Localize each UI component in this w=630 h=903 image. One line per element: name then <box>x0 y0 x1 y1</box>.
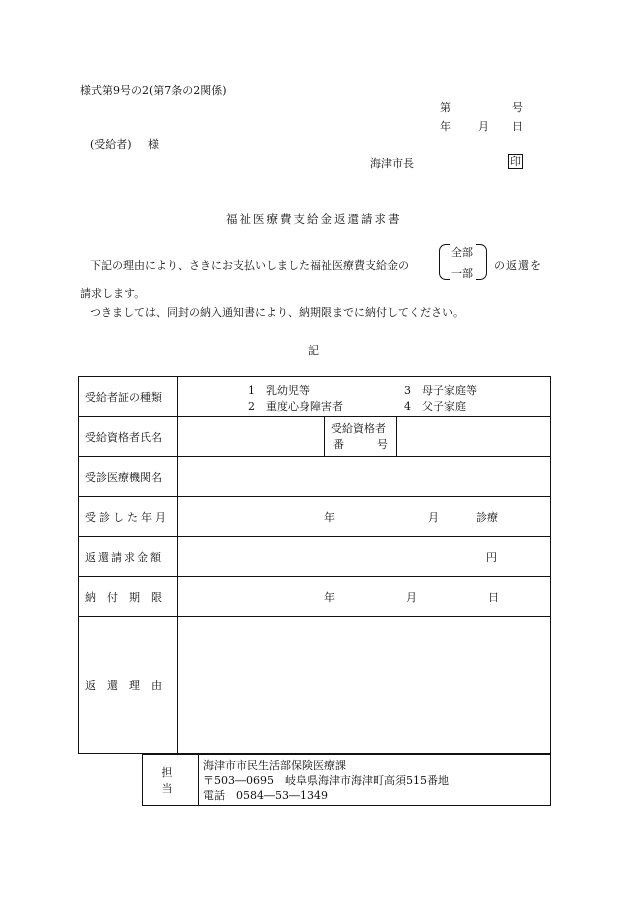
amount-unit: 円 <box>486 551 497 564</box>
amount-row <box>79 537 551 577</box>
body-line-3: つきましては、同封の納入通知書により、納期限までに納付してください。 <box>90 306 464 319</box>
date-month-label: 月 <box>478 120 489 133</box>
institution-field[interactable] <box>178 457 551 497</box>
visit-suffix: 診療 <box>476 511 498 524</box>
option-all: 全部 <box>451 246 473 259</box>
cert-type-row <box>79 377 551 417</box>
cert-type-option-3: 3 母子家庭等 <box>404 384 477 397</box>
contact-address: 〒503―0695 岐阜県海津市海津町高須515番地 <box>203 773 449 787</box>
cert-type-option-1: 1 乳幼児等 <box>248 384 310 397</box>
name-row <box>79 417 551 457</box>
amount-label: 返還請求金額 <box>79 537 178 577</box>
institution-label: 受診医療機関名 <box>79 457 178 497</box>
qualification-number-field[interactable] <box>397 417 551 457</box>
issuer: 海津市長 <box>370 157 414 170</box>
visit-month-row <box>79 497 551 537</box>
amount-field[interactable] <box>178 537 551 577</box>
deadline-label: 納付期限 <box>79 577 178 617</box>
contact-box <box>142 754 551 806</box>
contact-label: 担当 <box>143 755 199 806</box>
deadline-field[interactable] <box>178 577 551 617</box>
document-title: 福祉医療費支給金返還請求書 <box>226 212 402 226</box>
doc-number-suffix: 号 <box>512 101 523 114</box>
seal-mark: 印 <box>510 155 521 168</box>
qualification-number-label: 受給資格者 番 号 <box>325 417 397 457</box>
request-form-table <box>78 376 551 754</box>
visit-year-unit: 年 <box>324 511 335 524</box>
body-line-2: 請求します。 <box>80 287 146 300</box>
recipient-label: (受給者) <box>90 138 132 151</box>
form-number: 様式第9号の2(第7条の2関係) <box>80 84 227 97</box>
contact-phone: 電話 0584―53―1349 <box>203 788 328 802</box>
institution-row <box>79 457 551 497</box>
visit-month-unit: 月 <box>428 511 439 524</box>
body-line-1: 下記の理由により、さきにお支払いしました福祉医療費支給金の <box>90 259 409 272</box>
right-brace <box>476 244 487 280</box>
recipient-name-field[interactable] <box>178 417 325 457</box>
contact-details <box>199 755 551 806</box>
recipient-honorific: 様 <box>148 138 159 151</box>
deadline-row <box>79 577 551 617</box>
option-part: 一部 <box>451 267 473 280</box>
record-heading: 記 <box>308 344 319 357</box>
recipient-name-label: 受給資格者氏名 <box>79 417 178 457</box>
deadline-year-unit: 年 <box>324 591 335 604</box>
cert-type-option-2: 2 重度心身障害者 <box>248 400 343 413</box>
body-line-1-end: の返還を <box>494 259 542 272</box>
contact-department: 海津市市民生活部保険医療課 <box>203 758 346 772</box>
reason-field[interactable] <box>178 617 551 754</box>
date-day-label: 日 <box>512 120 523 133</box>
reason-row <box>79 617 551 754</box>
left-brace <box>439 244 450 280</box>
cert-type-options <box>178 377 551 417</box>
doc-number-prefix: 第 <box>440 101 451 114</box>
cert-type-option-4: 4 父子家庭 <box>404 400 466 413</box>
deadline-month-unit: 月 <box>406 591 417 604</box>
visit-month-field[interactable] <box>178 497 551 537</box>
cert-type-label: 受給者証の種類 <box>79 377 178 417</box>
deadline-day-unit: 日 <box>488 591 499 604</box>
visit-month-label: 受診した年月 <box>79 497 178 537</box>
date-year-label: 年 <box>440 120 451 133</box>
reason-label: 返還理由 <box>79 617 178 754</box>
